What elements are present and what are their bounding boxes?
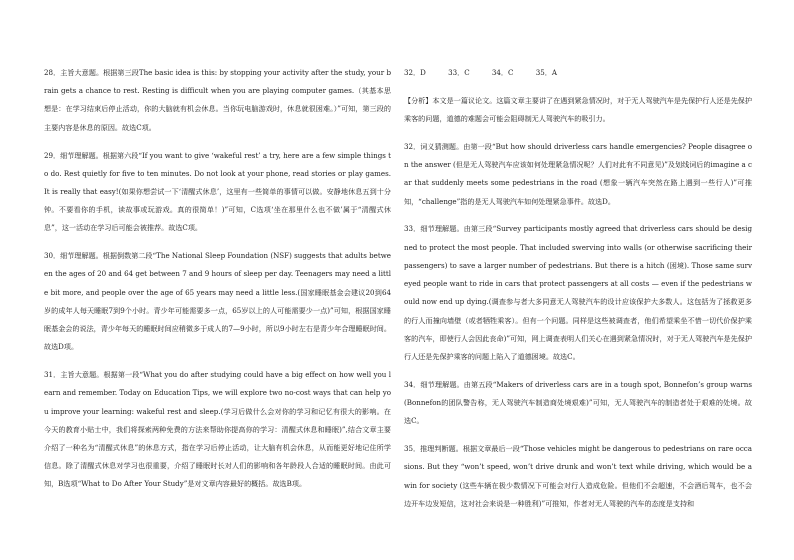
paragraph-q33: 33．细节理解题。由第三段“Survey participants mostly agreed that driverless cars should be designed to protect the most people. That included swerving into walls (or otherwise sacrificing their passengers) to save a larger number of pedestrians. But there is a hitch (困境). Those same surveyed people want to ride in cars that protect passengers at all costs — even if the pedestrians would now end up dying.(调查参与者大多同意无人驾驶汽车的设计应该保护大多数人。这包括为了拯救更多的行人而撞向墙壁（或者牺牲乘客）。但有一个问题。同样是这些被调查者，他们希望乘坐不惜一切代价保护乘客的汽车，即使行人会因此丧命)”可知，网上调查表明人们关心在遇到紧急情况时，对于无人驾驶汽车是先保护行人还是先保护乘客的问题上陷入了道德困境。故选C。 <box>404 224 752 361</box>
paragraph-q31: 31．主旨大意题。根据第一段“What you do after studying could have a big effect on how well you learn and remember. Today on Education Tips, we will explore two no-cost ways that can help you improve your learning: wakeful rest and sleep.(学习后做什么会对你的学习和记忆有很大的影响。在今天的教育小贴士中，我们将探索两种免费的方法来帮助你提高你的学习：清醒式休息和睡眠)”,结合文章主要介绍了一种名为“清醒式休息”的休息方式，指在学习后停止活动，让大脑有机会休息，从而能更好地记住所学信息。除了清醒式休息对学习也很重要，介绍了睡眠时长对人们的影响和各年龄段人合适的睡眠时间。由此可知，B选项“What to Do After Your Study”是对文章内容最好的概括。故选B项。 <box>44 370 391 489</box>
paragraph-q29: 29．细节理解题。根据第六段“If you want to give ‘wakeful rest’ a try, here are a few simple things to do. Rest quietly for five to ten minutes. Do not look at your phone, read stories or play games. It is really that easy!(如果你想尝试一下‘清醒式休息’，这里有一些简单的事情可以做。安静地休息五到十分钟。不要看你的手机，读故事或玩游戏。真的很简单！)”可知，C选项‘坐在那里什么也不做’属于“清醒式休息”，这一活动在学习后可能会被推荐。故选C项。 <box>44 150 391 233</box>
paragraph-q35: 35．推理判断题。根据文章最后一段“Those vehicles might be dangerous to pedestrians on rare occasions. But they “won’t speed, won’t drive drunk and won’t text while driving, which would be a win for society (这些车辆在极少数情况下可能会对行人造成危险。但他们不会超速，不会酒后驾车，也不会边开车边发短信，这对社会来说是一种胜利)”可推知，作者对无人驾驶的汽车的态度是支持和 <box>404 444 752 508</box>
paragraph-q28: 28．主旨大意题。根据第三段The basic idea is this: by stopping your activity after the study, your brain gets a chance to rest. Resting is difficult when you are playing computer games.（其基本思想是：在学习结束后停止活动，你的大脑就有机会休息。当你玩电脑游戏时，休息就很困难。）”可知，第三段的主要内容是休息的原因。故选C项。 <box>44 68 391 132</box>
paragraph-analysis: 【分析】本文是一篇议论文。这篇文章主要讲了在遇到紧急情况时，对于无人驾驶汽车是先保护行人还是先保护乘客的问题，道德的难题会可能会阻碍制无人驾驶汽车的吸引力。 <box>404 95 752 124</box>
paragraph-q30: 30．细节理解题。根据倒数第二段“The National Sleep Foundation (NSF) suggests that adults between the ages of 20 and 64 get between 7 and 9 hours of sleep per day. Teenagers may need a little bit more, and people over the age of 65 years may need a little less.(国家睡眠基金会建议20到64岁的成年人每天睡眠7到9个小时。青少年可能需要多一点，65岁以上的人可能需要少一点)”可知，根据国家睡眠基金会的说法，青少年每天的睡眠时间应稍微多于成人的7—9小时，所以9小时左右是青少年合理睡眠时间。故选D项。 <box>44 251 391 352</box>
answer-35: 35．A <box>535 68 557 77</box>
answer-33: 33．C <box>448 68 470 77</box>
answer-34: 34．C <box>491 68 514 77</box>
paragraph-q34: 34．细节理解题。由第五段“Makers of driverless cars are in a tough spot, Bonnefon’s group warns(Bonnefon的团队警告称，无人驾驶汽车制造商处境艰难)”可知，无人驾驶汽车的制造者处于艰难的处境。故选C。 <box>404 379 752 426</box>
answer-32: 32．D <box>404 68 426 77</box>
paragraph-q32: 32．词义猜测题。由第一段“But how should driverless cars handle emergencies? People disagree on the answer (但是无人驾驶汽车应该如何处理紧急情况呢？人们对此有不同意见)”及划线词后的imagine a car that suddenly meets some pedestrians in the road (想象一辆汽车突然在路上遇到一些行人)”可推知，“challenge”指的是无人驾驶汽车如何处理紧急事件。故选D。 <box>404 141 753 206</box>
right-column <box>404 64 752 523</box>
left-column <box>44 64 391 503</box>
answer-key-line <box>404 64 752 82</box>
